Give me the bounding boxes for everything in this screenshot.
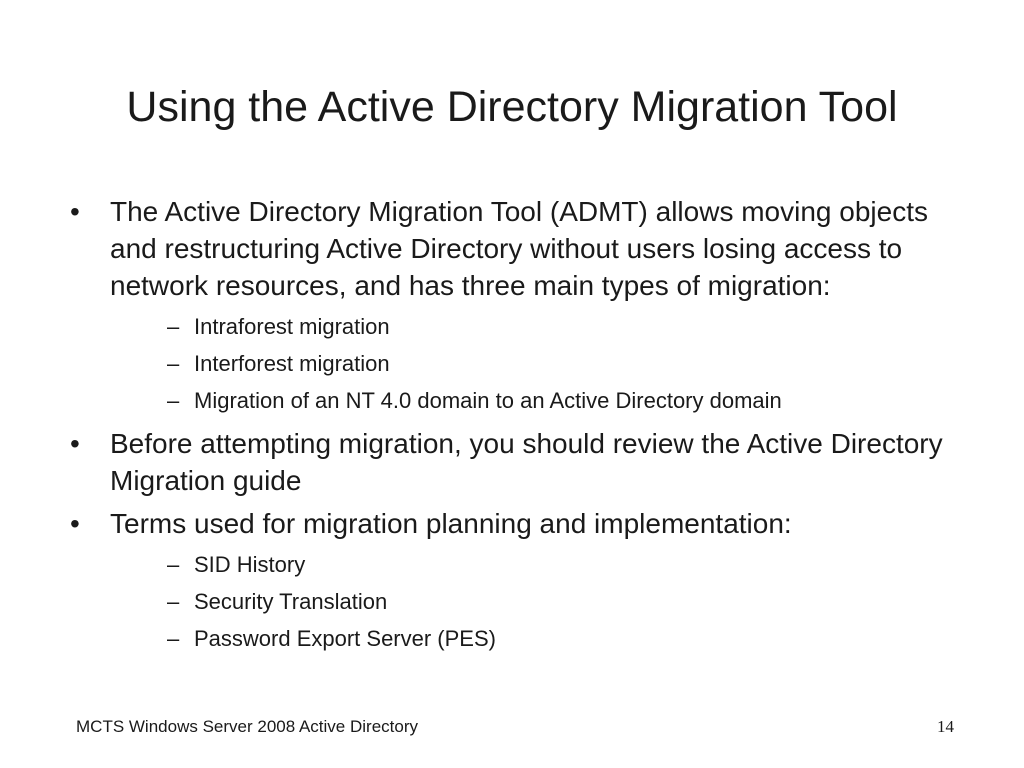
sub-marker: – (167, 314, 180, 339)
sub-marker: – (167, 626, 180, 651)
sub-item (110, 345, 950, 382)
sub-item-text: Security Translation (194, 589, 388, 614)
sub-list (110, 308, 950, 419)
bullet-item (70, 193, 950, 419)
sub-item (110, 620, 950, 657)
sub-marker: – (167, 388, 180, 413)
sub-marker: – (167, 351, 180, 376)
bullet-marker: • (70, 508, 80, 539)
bullet-text: Terms used for migration planning and implementation: (110, 508, 792, 539)
sub-item-text: Password Export Server (PES) (194, 626, 496, 651)
sub-item-text: Intraforest migration (194, 314, 390, 339)
sub-item (110, 382, 950, 419)
page-number: 14 (937, 717, 954, 736)
slide-content (70, 193, 950, 657)
sub-item (110, 546, 950, 583)
footer-course-title: MCTS Windows Server 2008 Active Directory (76, 717, 418, 736)
sub-item-text: SID History (194, 552, 306, 577)
bullet-item (70, 505, 950, 657)
bullet-text: The Active Directory Migration Tool (ADMT) allows moving objects and restructuring Active Directory without users losing access to network resources, and has three main types of migration: (110, 196, 928, 301)
sub-marker: – (167, 589, 180, 614)
bullet-item (70, 425, 950, 499)
sub-marker: – (167, 552, 180, 577)
sub-item-text: Interforest migration (194, 351, 390, 376)
bullet-text: Before attempting migration, you should review the Active Directory Migration guide (110, 428, 943, 496)
bullet-marker: • (70, 196, 80, 227)
sub-item (110, 583, 950, 620)
sub-list (110, 546, 950, 657)
slide-title: Using the Active Directory Migration Tool (126, 83, 898, 131)
sub-item (110, 308, 950, 345)
sub-item-text: Migration of an NT 4.0 domain to an Active Directory domain (194, 388, 782, 413)
bullet-marker: • (70, 428, 80, 459)
